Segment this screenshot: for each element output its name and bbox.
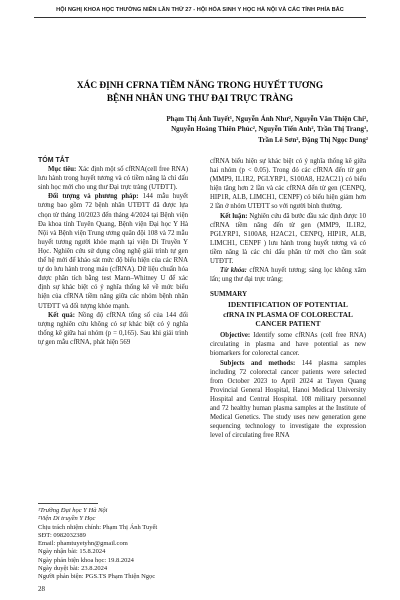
footnote-reviewed: Ngày phản biện khoa học: 19.8.2024	[38, 556, 134, 564]
en-methods-paragraph	[210, 359, 366, 441]
english-title	[210, 300, 366, 328]
results-paragraph	[38, 311, 188, 347]
keywords-label: Từ khóa:	[220, 267, 247, 275]
article-title	[20, 80, 380, 106]
footnote-reviewer: Người phản biện: PGS.TS Phạm Thiện Ngọc	[38, 573, 156, 581]
footnote-affiliation-1: ¹Trường Đại học Y Hà Nội	[38, 507, 108, 514]
methods-text: 144 mẫu huyết tương bao gồm 72 bệnh nhân UTĐTT đã được lựa chọn từ tháng 10/2023 đến tháng 4/2024 tại Bệnh viện Đa khoa tỉnh Tuyên Quang, Bệnh viện Đại học Y Hà Nội và Bệnh viện Trung ương quân đội 108 và 72 mẫu huyết tương người khỏe mạnh tại viện Di Truyền Y Học. Nghiên cứu sử dụng công nghệ giải trình tự gen thế hệ mới để khảo sát mức độ biểu hiện của các RNA tự do lưu hành trong máu (cfRNA). Dữ liệu chuẩn hóa được phân tích bằng test Mann–Whitney U để xác định sự khác biệt có ý nghĩa thống kê về mức biểu hiện của cfRNA tiềm năng giữa các nhóm bệnh nhân UTĐTT và đối tượng khỏe mạnh.	[38, 193, 188, 310]
footnote-divider	[38, 503, 98, 504]
results-continued: cfRNA biểu hiện sự khác biệt có ý nghĩa thống kê giữa hai nhóm (p < 0.05). Trong đó các cfRNA đến từ gen (MMP9, IL1R2, PGLYRP1, S100A8, H2AC21) có biểu hiện tăng hơn 2 lần và các cfRNA đến từ gen (CENPQ, HIP1R, ALB, LIMCH1, CENPF) có biểu hiện giảm hơn 2 lần ở nhóm UTĐTT so với người bình thường.	[210, 158, 366, 211]
abstract-heading: TÓM TẮT	[38, 157, 70, 164]
en-objective-label: Objective:	[220, 332, 251, 340]
left-column	[38, 156, 188, 347]
en-objective-paragraph	[210, 331, 366, 358]
en-methods-label: Subjects and methods:	[220, 359, 296, 367]
en-objective-text: Identify some cfRNAs (cell free RNA) circulating in plasma and have potential as new biomarkers for colorectal cancer.	[210, 332, 366, 358]
header-divider	[34, 17, 366, 18]
results-label: Kết quả:	[48, 311, 75, 319]
authors-line-3: Trần Lê Sơn², Đặng Thị Ngọc Dung²	[258, 135, 368, 144]
authors-line-2: Nguyễn Hoàng Thiên Phúc², Nguyễn Tiến Anh², Trần Thị Trang²,	[171, 125, 368, 134]
footnote-email: Email: phamtuyetyhn@gmail.com	[38, 540, 128, 548]
conclusion-text: Nghiên cứu đã bước đầu xác định được 10 cfRNA tiềm năng đến từ gen (MMP9, IL1R2, PGLYRP1, S100A8, H2AC21, CENPQ, HIP1R, ALB, LIMCH1, CENPF ) lưu hành trong huyết tương và có tiềm năng là các chỉ dấu phân tử mới cho tầm soát UTĐTT.	[210, 212, 366, 266]
title-line-1: XÁC ĐỊNH CFRNA TIỀM NĂNG TRONG HUYẾT TƯƠNG	[76, 81, 324, 91]
keywords-paragraph	[210, 266, 366, 284]
objective-text: Xác định một số cfRNA(cell free RNA) lưu hành trong huyết tương và có tiềm năng là chỉ dấu sinh học mới cho ung thư Đại trực tràng (UTĐTT).	[38, 166, 189, 192]
footnote-received: Ngày nhận bài: 15.8.2024	[38, 548, 106, 556]
keywords-text: cfRNA huyết tương; sàng lọc không xâm lấn; ung thư đại trực tràng;	[210, 267, 366, 284]
right-column	[210, 157, 366, 440]
footnote-affiliation-2: ²Viện Di truyền Y Học	[38, 515, 96, 523]
methods-label: Đối tượng và phương pháp:	[48, 193, 139, 201]
english-title-line-3: CANCER PATIENT	[255, 319, 321, 328]
english-title-line-2: cfRNA IN PLASMA OF COLORECTAL	[223, 309, 353, 319]
author-list	[68, 114, 368, 145]
conclusion-label: Kết luận:	[220, 212, 248, 220]
conference-header: HỘI NGHỊ KHOA HỌC THƯỜNG NIÊN LẦN THỨ 27 - HỘI HÓA SINH Y HỌC HÀ NỘI VÀ CÁC TỈNH PHÍA BẮC	[56, 7, 344, 13]
objective-paragraph	[38, 165, 188, 192]
results-text: Nồng độ cfRNA tổng số của 144 đối tượng nghiên cứu không có sự khác biệt có ý nghĩa thống kê giữa hai nhóm (p = 0,165). Sau khi giải trình tự gen mẫu cfRNA, phát hiện 569	[38, 311, 188, 346]
conclusion-paragraph	[210, 212, 366, 267]
authors-line-1: Phạm Thị Ánh Tuyết¹, Nguyễn Ánh Như², Nguyễn Văn Thiện Chí²,	[166, 115, 368, 123]
en-methods-text: 144 plasma samples including 72 colorectal cancer patients were selected from October 2023 to April 2024 at Tuyen Quang Provincial General Hospital, Hanoi Medical University Hospital and Central Hospital. 108 military personnel and 72 healthy human plasma samples at the Institute of Medical Genetics. The study uses new generation gene sequencing technology to investigate the expression level of circulating free RNA	[210, 359, 366, 440]
summary-heading: SUMMARY	[210, 290, 248, 299]
english-title-line-1: IDENTIFICATION OF POTENTIAL	[228, 300, 348, 310]
methods-paragraph	[38, 192, 188, 310]
footnote-phone: SĐT: 0982032389	[38, 531, 86, 539]
footnote-corresponding: Chịu trách nhiệm chính: Phạm Thị Ánh Tuyết	[38, 523, 158, 531]
footnote-accepted: Ngày duyệt bài: 23.8.2024	[38, 565, 108, 573]
objective-label: Mục tiêu:	[48, 166, 77, 174]
title-line-2: BỆNH NHÂN UNG THƯ ĐẠI TRỰC TRÀNG	[106, 94, 294, 104]
footnotes	[38, 507, 192, 582]
page-number: 28	[38, 585, 45, 593]
